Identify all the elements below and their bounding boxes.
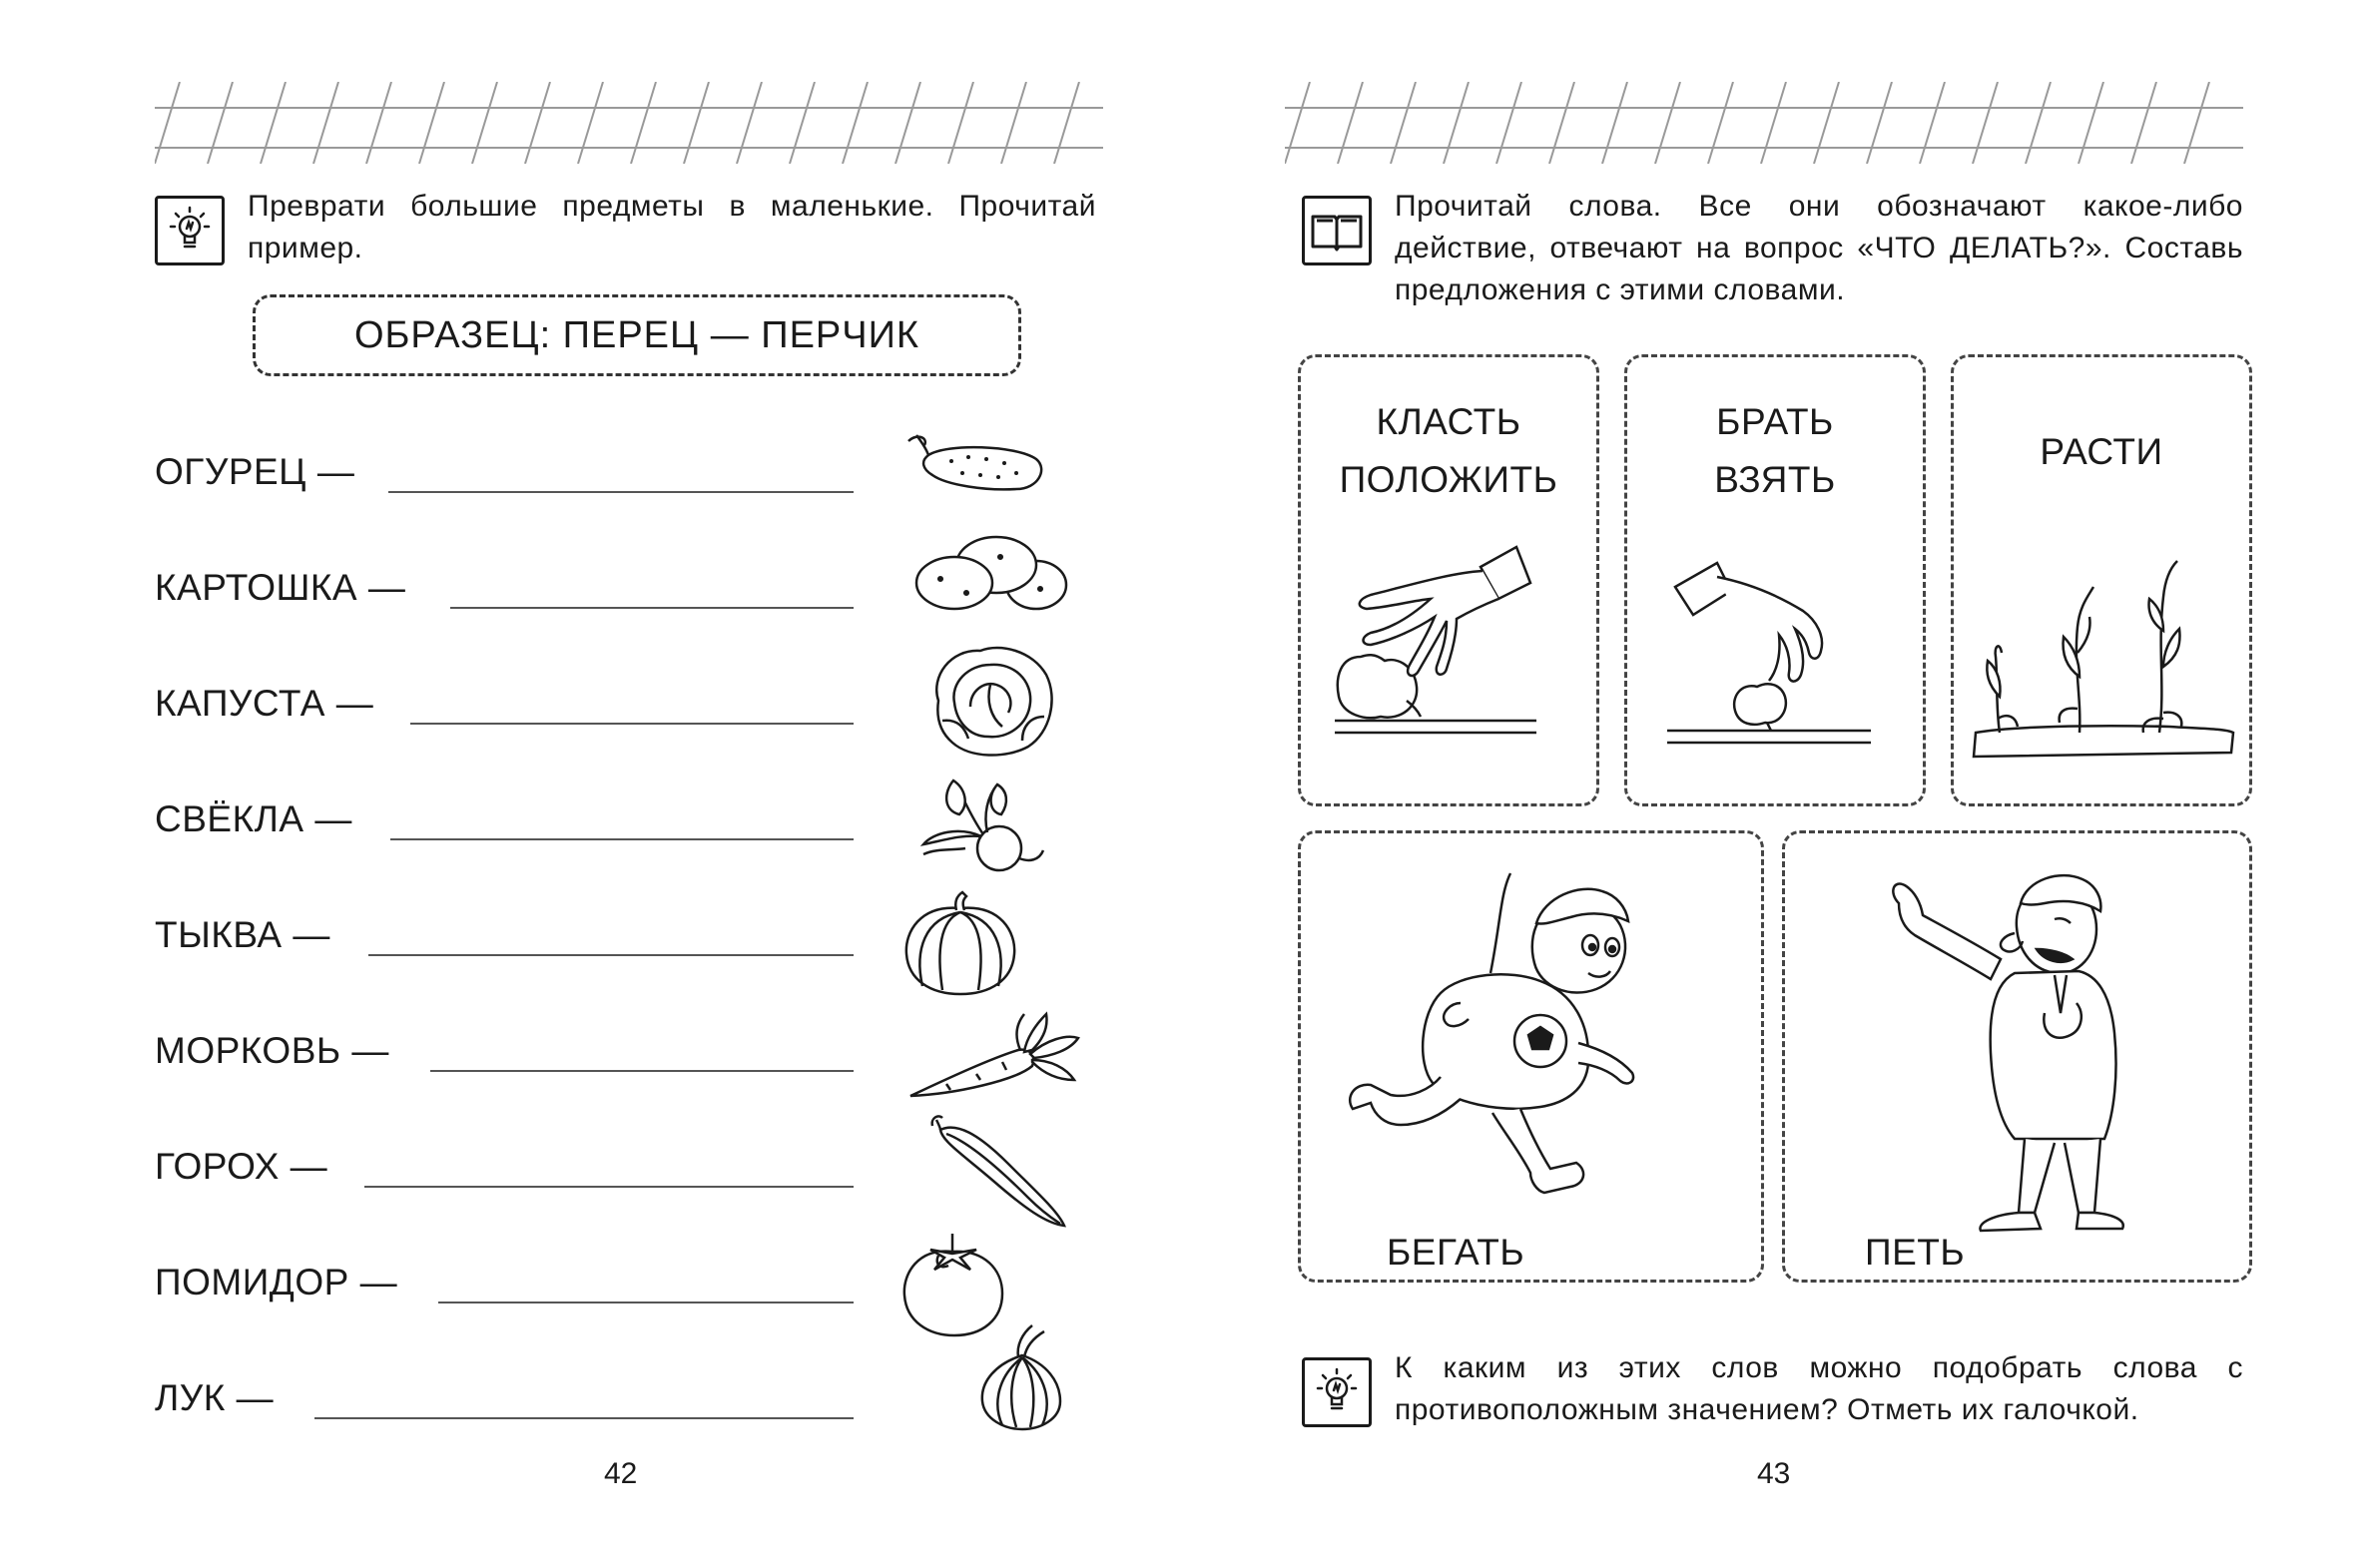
singing-man-icon [1865,863,2194,1243]
answer-line[interactable] [450,607,854,609]
right-page [1190,0,2380,1561]
word-row-cucumber [155,447,854,507]
word-label: ГОРОХ — [155,1146,328,1187]
beet-icon [903,775,1053,884]
peas-icon [928,1112,1078,1232]
card-word: ПЕТЬ [1865,1232,1966,1273]
hand-placing-apple-icon [1331,537,1570,737]
lightbulb-icon [155,196,225,265]
task-instruction: Преврати большие предметы в маленькие. Прочитай пример. [248,190,1096,264]
word-row-cabbage [155,679,854,739]
action-card-grow [1951,354,2252,806]
answer-line[interactable] [430,1070,854,1072]
carrot-icon [906,1010,1081,1110]
lightbulb-icon [1302,1357,1372,1427]
pumpkin-icon [900,890,1020,1000]
cucumber-icon [906,425,1056,505]
word-label: КАРТОШКА — [155,567,406,608]
word-row-tomato [155,1258,854,1317]
onion-icon [976,1321,1066,1431]
answer-line[interactable] [438,1301,854,1303]
answer-line[interactable] [388,491,854,493]
hand-taking-apple-icon [1657,547,1897,747]
action-card-take [1624,354,1926,806]
word-label: ЛУК — [155,1377,275,1418]
action-card-put [1298,354,1599,806]
task-instruction: Прочитай слова. Все они обозначают какое-либо действие, отвечают на вопрос «ЧТО ДЕЛАТЬ?». Составь предложения с этими словами. [1395,190,2243,306]
action-card-run [1298,830,1764,1283]
word-label: ОГУРЕЦ — [155,451,355,492]
word-label: ПОМИДОР — [155,1262,398,1302]
word-row-carrot [155,1026,854,1086]
word-label: МОРКОВЬ — [155,1030,389,1071]
card-word: ВЗЯТЬ [1714,459,1836,500]
answer-line[interactable] [368,954,854,956]
cabbage-icon [928,641,1058,761]
word-row-potato [155,563,854,623]
word-row-pumpkin [155,910,854,970]
card-word: БЕГАТЬ [1387,1232,1525,1273]
card-word: РАСТИ [2040,431,2163,472]
potatoes-icon [910,527,1070,617]
task2-instruction: К каким из этих слов можно подобрать слова с противоположным значением? Отметь их галочкой. [1395,1351,2243,1426]
page-number: 42 [604,1457,638,1490]
card-word: ПОЛОЖИТЬ [1339,459,1558,500]
word-label: КАПУСТА — [155,683,374,724]
page-number: 43 [1757,1457,1791,1490]
word-label: ТЫКВА — [155,914,330,955]
book-icon [1302,196,1372,265]
action-card-sing [1782,830,2252,1283]
answer-line[interactable] [364,1186,854,1188]
word-row-onion [155,1373,854,1433]
answer-line[interactable] [314,1417,854,1419]
handwriting-guide-lines [1285,82,2243,164]
handwriting-guide-lines [155,82,1103,164]
sprouting-plants-icon [1970,557,2239,767]
word-row-peas [155,1142,854,1202]
sample-box: ОБРАЗЕЦ: ПЕРЕЦ — ПЕРЧИК [253,294,1021,376]
card-word: КЛАСТЬ [1376,401,1521,442]
answer-line[interactable] [390,838,854,840]
word-row-beet [155,794,854,854]
word-label: СВЁКЛА — [155,798,352,839]
running-boy-icon [1341,863,1740,1213]
answer-line[interactable] [410,723,854,725]
card-word: БРАТЬ [1716,401,1834,442]
